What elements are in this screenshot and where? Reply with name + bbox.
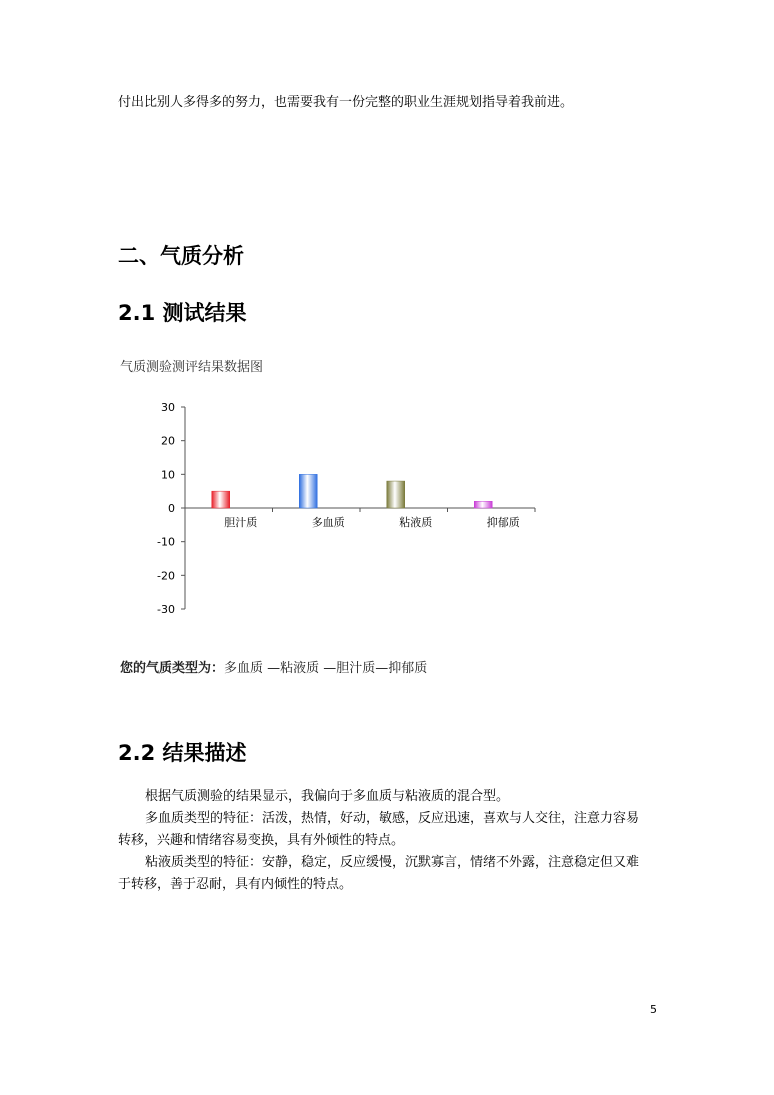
y-tick-label: -10 [157, 535, 175, 549]
y-tick-label: 20 [161, 434, 175, 448]
temperament-type-line [120, 657, 427, 676]
desc-line: 粘液质类型的特征：安静，稳定，反应缓慢，沉默寡言，情绪不外露，注意稳定但又难 [145, 855, 640, 870]
subsection-title-test-results: 2.1 测试结果 [118, 301, 247, 325]
temperament-type-label: 您的气质类型为： [120, 661, 225, 676]
temperament-bar-chart [150, 395, 550, 620]
x-axis-labels [224, 515, 520, 529]
bar-2 [299, 474, 317, 508]
bar-4 [474, 501, 492, 508]
bar-1 [212, 491, 230, 508]
section-title: 二、气质分析 [118, 244, 244, 268]
desc-line: 于转移，善于忍耐，具有内倾性的特点。 [118, 877, 353, 892]
y-tick-label: -20 [157, 569, 175, 583]
desc-line: 多血质类型的特征：活泼，热情，好动，敏感，反应迅速，喜欢与人交往，注意力容易 [145, 811, 640, 826]
subsection-title-result-description: 2.2 结果描述 [118, 741, 247, 765]
x-category-label: 粘液质 [399, 516, 433, 529]
y-axis [157, 401, 535, 616]
temperament-type-value: 多血质 —粘液质 —胆汁质—抑郁质 [224, 661, 428, 676]
chart-title: 气质测验测评结果数据图 [120, 360, 264, 375]
y-tick-label: 0 [168, 502, 175, 515]
desc-line: 根据气质测验的结果显示，我偏向于多血质与粘液质的混合型。 [145, 789, 510, 804]
y-tick-label: 30 [161, 401, 175, 414]
intro-paragraph: 付出比别人多得多的努力，也需要我有一份完整的职业生涯规划指导着我前进。 [118, 95, 574, 110]
page-number: 5 [650, 1003, 657, 1016]
x-category-label: 抑郁质 [486, 516, 520, 529]
bar-3 [387, 481, 405, 508]
desc-line: 转移，兴趣和情绪容易变换，具有外倾性的特点。 [118, 833, 405, 848]
y-tick-label: -30 [157, 603, 175, 616]
y-tick-label: 10 [161, 468, 175, 482]
x-category-label: 多血质 [311, 516, 345, 529]
bars [212, 474, 493, 508]
x-category-label: 胆汁质 [224, 516, 258, 529]
